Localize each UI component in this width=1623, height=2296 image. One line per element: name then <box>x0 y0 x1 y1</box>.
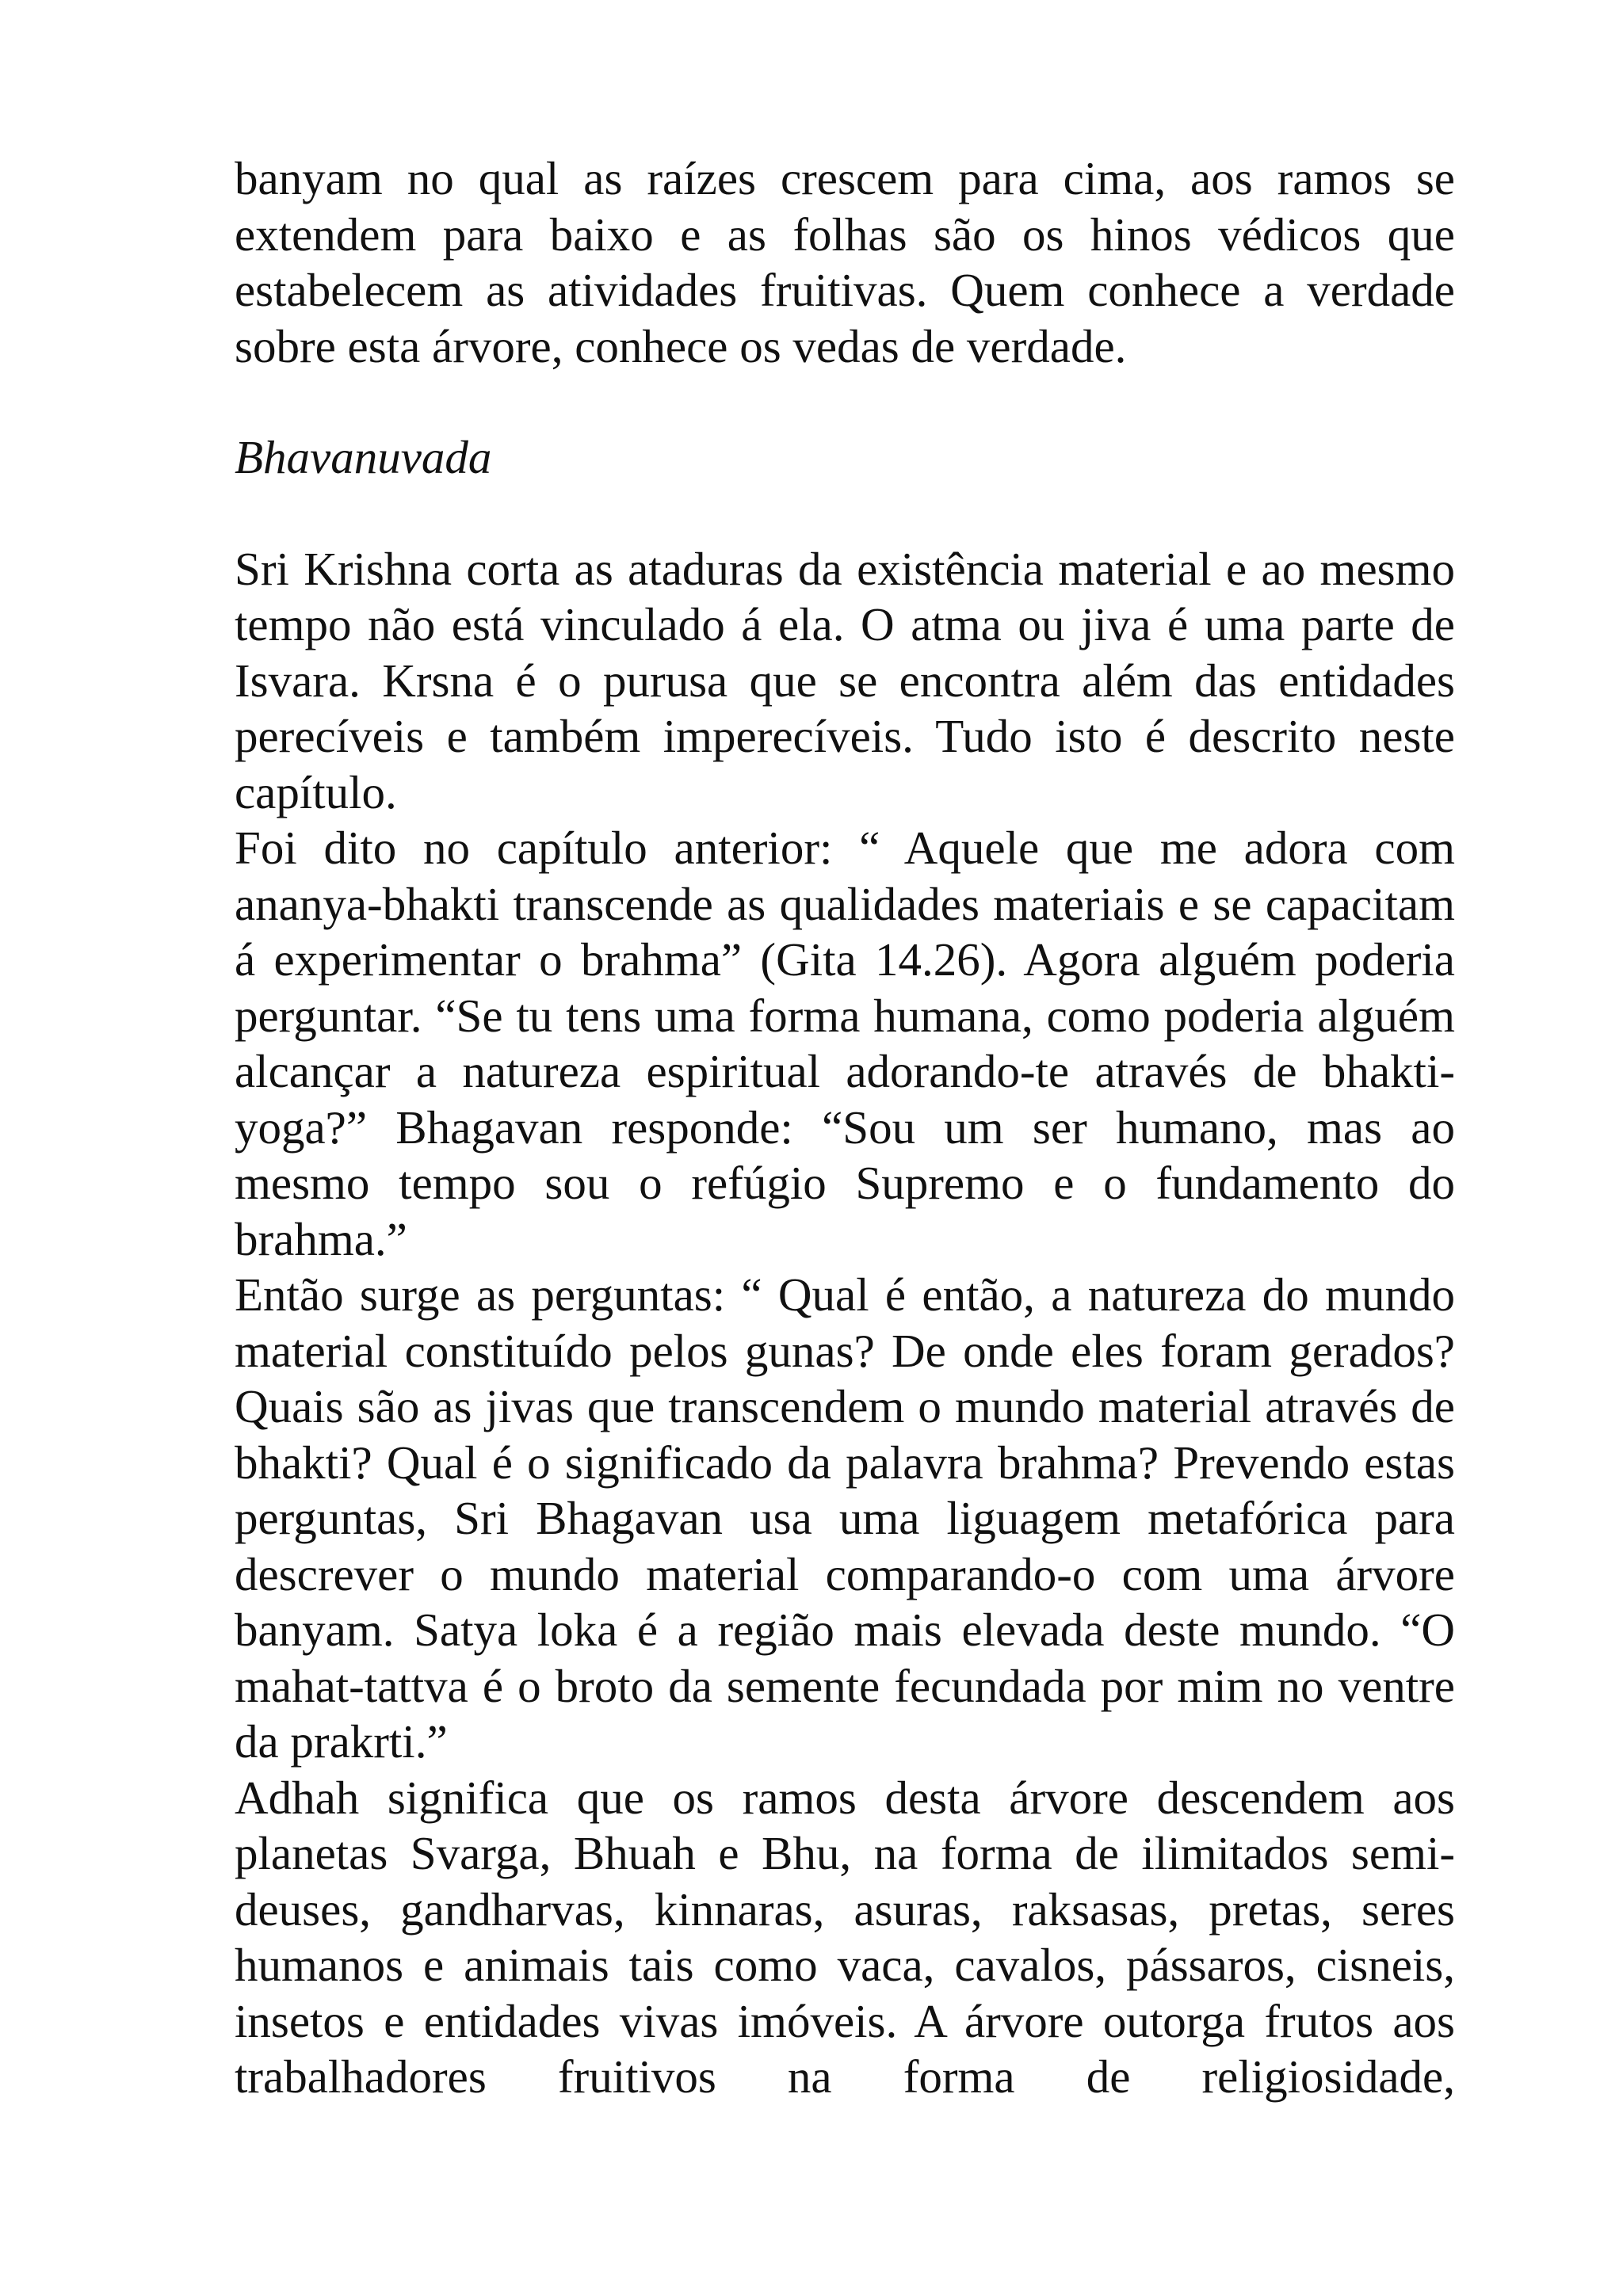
document-page <box>235 151 1455 2105</box>
body-paragraph-4: Adhah significa que os ramos desta árvore descendem aos planetas Svarga, Bhuah e Bhu, na forma de ilimitados semi-deuses, gandharvas, kinnaras, asuras, raksasas, pretas, seres humanos e animais tais como vaca, cavalos, pássaros, cisneis, insetos e entidades vivas imóveis. A árvore outorga frutos aos trabalhadores fruitivos na forma de religiosidade, <box>235 1771 1455 2103</box>
section-heading: Bhavanuvada <box>235 431 492 483</box>
intro-paragraph: banyam no qual as raízes crescem para cima, aos ramos se extendem para baixo e as folhas são os hinos védicos que estabelecem as atividades fruitivas. Quem conhece a verdade sobre esta árvore, conhece os vedas de verdade. <box>235 152 1455 372</box>
body-paragraph-1: Sri Krishna corta as ataduras da existência material e ao mesmo tempo não está vinculado á ela. O atma ou jiva é uma parte de Isvara. Krsna é o purusa que se encontra além das entidades perecíveis e também imperecíveis. Tudo isto é descrito neste capítulo. <box>235 542 1455 818</box>
body-paragraph-3: Então surge as perguntas: “ Qual é então, a natureza do mundo material constituído pelos gunas? De onde eles foram gerados? Quais são as jivas que transcendem o mundo material através de bhakti? Qual é o significado da palavra brahma? Prevendo estas perguntas, Sri Bhagavan usa uma liguagem metafórica para descrever o mundo material comparando-o com uma árvore banyam. Satya loka é a região mais elevada deste mundo. “O mahat-tattva é o broto da semente fecundada por mim no ventre da prakrti.” <box>235 1268 1455 1768</box>
body-paragraph-2: Foi dito no capítulo anterior: “ Aquele que me adora com ananya-bhakti transcende as qualidades materiais e se capacitam á experimentar o brahma” (Gita 14.26). Agora alguém poderia perguntar. “Se tu tens uma forma humana, como poderia alguém alcançar a natureza espiritual adorando-te através de bhakti-yoga?” Bhagavan responde: “Sou um ser humano, mas ao mesmo tempo sou o refúgio Supremo e o fundamento do brahma.” <box>235 822 1455 1265</box>
